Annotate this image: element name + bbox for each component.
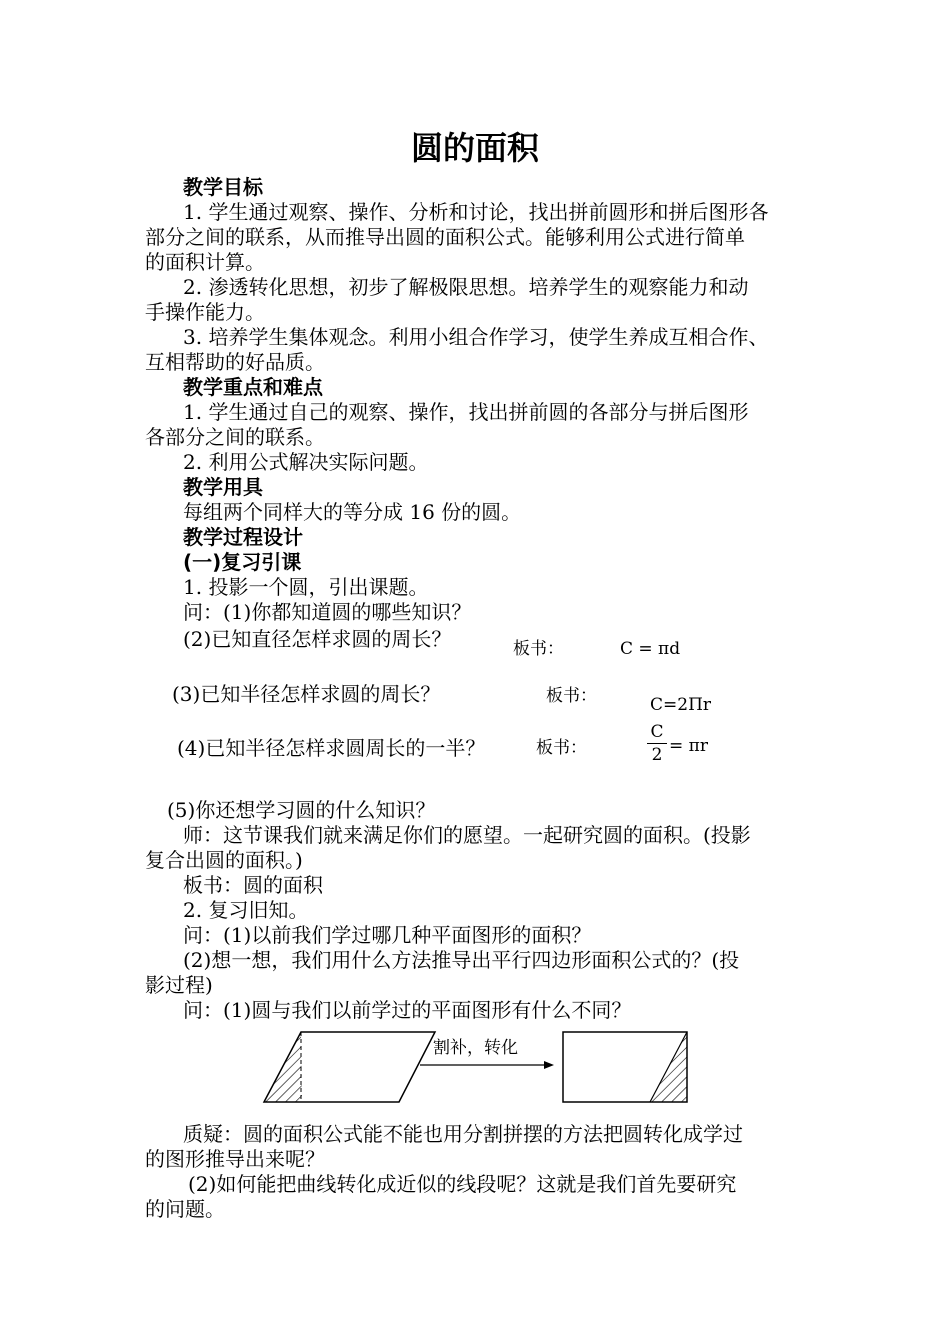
goal-3-line-1: 3. 培养学生集体观念。利用小组合作学习，使学生养成互相合作、	[183, 325, 769, 349]
board-title: 板书：圆的面积	[183, 873, 323, 897]
tools-text: 每组两个同样大的等分成 16 份的圆。	[183, 500, 522, 524]
board-label-3: 板书：	[536, 738, 587, 758]
parallelogram-shape	[264, 1032, 435, 1102]
formula-circumference-radius: C=2Πr	[650, 695, 712, 715]
question-6-line-2: 的问题。	[145, 1197, 225, 1221]
review-question-2-line-1: (2)想一想，我们用什么方法推导出平行四边形面积公式的？(投	[183, 948, 740, 972]
key-1-line-2: 各部分之间的联系。	[145, 425, 325, 449]
review-question-1: 问：(1)以前我们学过哪几种平面图形的面积？	[183, 923, 592, 947]
question-2: (2)已知直径怎样求圆的周长？	[183, 627, 452, 651]
transform-arrow	[420, 1061, 554, 1069]
goal-2-line-1: 2. 渗透转化思想，初步了解极限思想。培养学生的观察能力和动	[183, 275, 749, 299]
review-question-2-line-2: 影过程)	[145, 973, 213, 997]
key-2: 2. 利用公式解决实际问题。	[183, 450, 429, 474]
review-question-3: 问：(1)圆与我们以前学过的平面图形有什么不同？	[183, 998, 632, 1022]
question-4: (4)已知半径怎样求圆周长的一半？	[177, 736, 486, 760]
part-1-heading: (一)复习引课	[183, 550, 302, 574]
goal-2-line-2: 手操作能力。	[145, 300, 265, 324]
rectangle-shape	[563, 1032, 687, 1102]
question-1: 问：(1)你都知道圆的哪些知识？	[183, 600, 472, 624]
board-label-2: 板书：	[546, 686, 597, 706]
goal-1-line-2: 部分之间的联系，从而推导出圆的面积公式。能够利用公式进行简单	[145, 225, 745, 249]
goals-heading: 教学目标	[183, 175, 263, 199]
fraction-denominator: 2	[651, 745, 663, 765]
parallelogram-transform-figure	[260, 1028, 720, 1108]
goal-1-line-3: 的面积计算。	[145, 250, 265, 274]
teacher-line-1: 师：这节课我们就来满足你们的愿望。一起研究圆的面积。(投影	[183, 823, 751, 847]
question-3: (3)已知半径怎样求圆的周长？	[172, 682, 441, 706]
key-1-line-1: 1. 学生通过自己的观察、操作，找出拼前圆的各部分与拼后图形	[183, 400, 749, 424]
goal-3-line-2: 互相帮助的好品质。	[145, 350, 325, 374]
question-6-line-1: (2)如何能把曲线转化成近似的线段呢？这就是我们首先要研究	[188, 1172, 737, 1196]
fraction-numerator: C	[650, 722, 664, 742]
step-1: 1. 投影一个圆，引出课题。	[183, 575, 429, 599]
page-title: 圆的面积	[410, 129, 539, 167]
goal-1-line-1: 1. 学生通过观察、操作、分析和讨论，找出拼前圆形和拼后图形各	[183, 200, 769, 224]
tools-heading: 教学用具	[183, 475, 263, 499]
formula-circumference-diameter: C = πd	[620, 639, 681, 659]
step-2: 2. 复习旧知。	[183, 898, 309, 922]
arrow-label: 割补，转化	[433, 1038, 518, 1058]
teacher-line-2: 复合出圆的面积。)	[145, 848, 303, 872]
key-points-heading: 教学重点和难点	[183, 375, 323, 399]
question-5: (5)你还想学习圆的什么知识？	[167, 798, 436, 822]
fraction-bar	[647, 743, 667, 744]
board-label-1: 板书：	[513, 639, 564, 659]
formula-half-circumference-rhs: = πr	[669, 736, 708, 756]
process-heading: 教学过程设计	[183, 525, 303, 549]
doubt-line-1: 质疑：圆的面积公式能不能也用分割拼摆的方法把圆转化成学过	[183, 1122, 743, 1146]
doubt-line-2: 的图形推导出来呢？	[145, 1147, 325, 1171]
formula-half-circumference	[647, 722, 667, 765]
